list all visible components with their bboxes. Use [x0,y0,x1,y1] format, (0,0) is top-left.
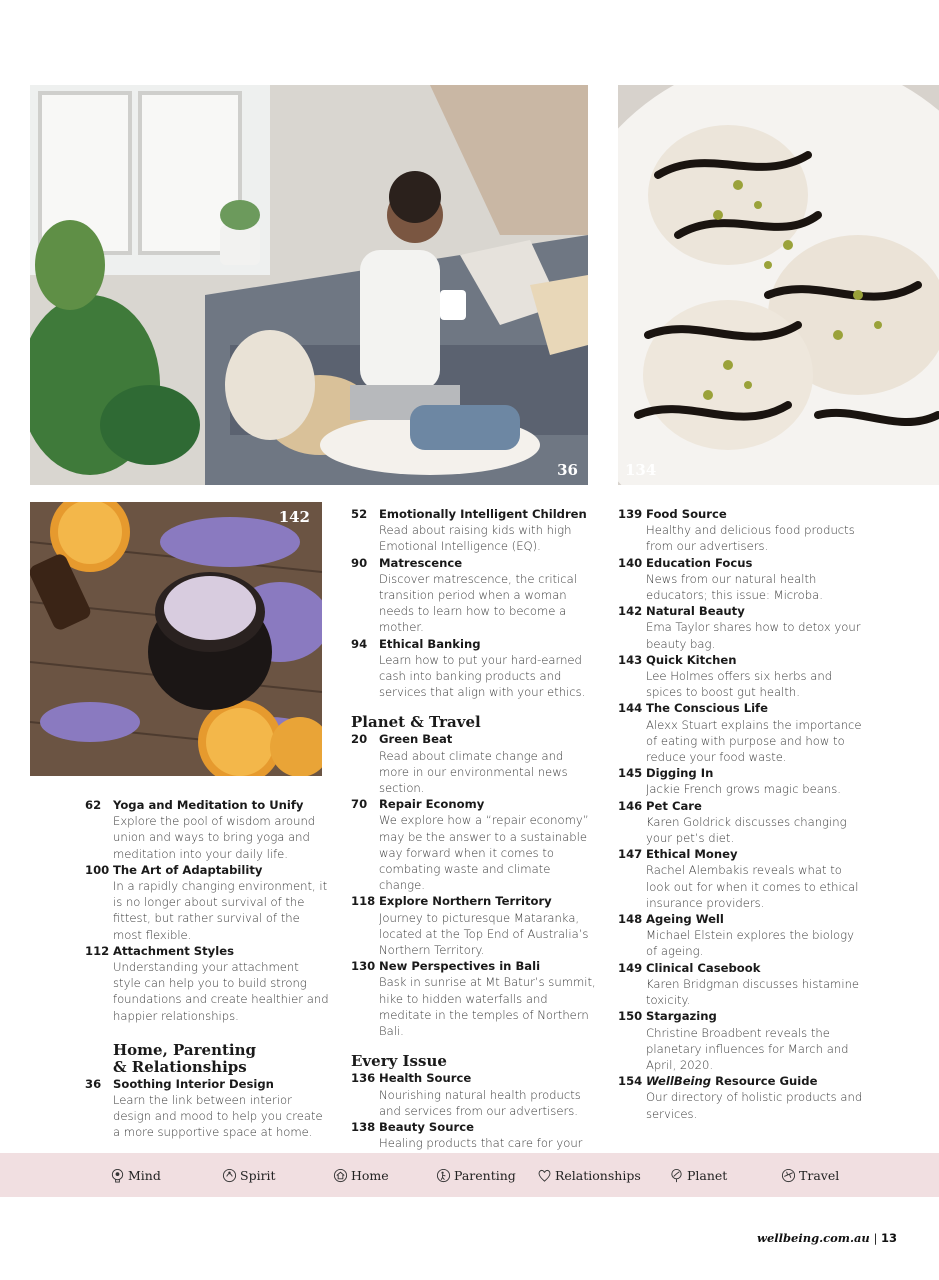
spirit-icon [222,1168,237,1183]
entry-description: News from our natural health educators; this issue: Microba. [646,571,823,603]
category-relationships[interactable] [537,1153,641,1197]
category-spirit[interactable] [222,1153,276,1197]
entry-page: 149 [618,960,643,975]
entry-description: Nourishing natural health products and services from our advertisers. [379,1087,581,1118]
toc-entry[interactable] [85,797,330,862]
footer-separator: | [873,1231,878,1245]
toc-column-2 [351,506,596,1168]
entry-title: Clinical Casebook [646,960,761,975]
entry-page: 145 [618,766,643,781]
ice-cream-illustration [618,85,939,485]
page-footer [757,1231,897,1245]
category-label: Home [351,1167,389,1183]
travel-icon [781,1168,796,1183]
entry-title: Emotionally Intelligent Children [379,507,587,521]
toc-entry[interactable] [618,603,868,652]
entry-page: 118 [351,894,376,909]
entry-title: Ethical Banking [379,636,481,651]
category-label: Parenting [454,1167,516,1183]
section-heading-every-issue: Every Issue [351,1052,447,1071]
entry-page: 138 [351,1119,376,1134]
parenting-icon [436,1168,451,1183]
entry-title: Quick Kitchen [646,652,737,667]
category-label: Mind [128,1167,161,1183]
toc-entry[interactable] [85,862,330,943]
toc-entry[interactable] [618,960,868,1009]
entry-title: Repair Economy [379,797,485,812]
entry-page: 62 [85,798,102,812]
entry-description: Karen Bridgman discusses histamine toxicity. [646,976,860,1008]
toc-entry[interactable] [618,765,868,797]
lavender-illustration [30,502,322,776]
entry-title: Natural Beauty [646,604,745,619]
entry-page: 36 [85,1076,102,1091]
entry-title: Yoga and Meditation to Unify [113,798,304,812]
entry-page: 139 [618,507,643,521]
entry-title-italic: WellBeing [646,1074,712,1089]
toc-column-1 [85,797,330,1141]
toc-entry[interactable] [351,731,596,796]
home-icon [333,1168,348,1183]
section-heading-line: & Relationships [113,1057,247,1076]
toc-entry[interactable] [618,846,868,911]
entry-page: 154 [618,1074,643,1089]
entry-description: Learn the link between interior design and mood to help you create a more supportive space at home. [113,1093,323,1140]
entry-title: Education Focus [646,555,753,570]
entry-description: Alexx Stuart explains the importance of eating with purpose and how to reduce your food waste. [646,717,862,765]
category-label: Travel [799,1167,840,1183]
photo-lavender-cream [30,502,322,776]
section-heading-planet-travel: Planet & Travel [351,713,481,732]
photo-ice-cream [618,85,939,485]
category-label: Spirit [240,1167,276,1183]
toc-entry[interactable] [351,555,596,636]
entry-title: The Conscious Life [646,701,768,716]
entry-title: Soothing Interior Design [113,1076,274,1091]
entry-page: 20 [351,732,368,747]
entry-description: Bask in sunrise at Mt Batur’s summit, hike to hidden waterfalls and meditate in the temples of Northern Bali. [379,975,596,1039]
entry-page: 100 [85,862,110,877]
living-room-illustration [30,85,588,485]
relationships-icon [537,1168,552,1183]
category-parenting[interactable] [436,1153,516,1197]
category-planet[interactable] [669,1153,727,1197]
toc-entry[interactable] [351,636,596,701]
entry-description: Rachel Alembakis reveals what to look out for when it comes to ethical insurance providers. [646,863,859,910]
photo-woman-laptop [30,85,588,485]
entry-title-rest: Resource Guide [711,1074,818,1089]
entry-page: 143 [618,652,643,667]
footer-site[interactable]: wellbeing.com.au [757,1231,870,1245]
entry-description: Learn how to put your hard-earned cash into banking products and services that align with your ethics. [379,652,586,700]
entry-description: Journey to picturesque Mataranka, located at the Top End of Australia’s Northern Territory. [379,910,589,958]
entry-title: Green Beat [379,732,453,747]
entry-page: 147 [618,847,643,862]
entry-title: Health Source [379,1071,472,1086]
entry-description: Lee Holmes offers six herbs and spices to boost gut health. [646,669,833,700]
entry-title: New Perspectives in Bali [379,959,541,974]
entry-page: 52 [351,507,368,521]
entry-title: Attachment Styles [113,943,234,958]
section-heading-home-parenting [85,1042,330,1076]
entry-page: 90 [351,555,368,570]
entry-description: Healing products that care for your [379,1136,583,1151]
category-label: Relationships [555,1167,641,1183]
toc-entry[interactable] [351,893,596,958]
entry-page: 94 [351,636,368,651]
toc-entry[interactable] [351,506,596,555]
planet-icon [669,1168,684,1183]
category-mind[interactable] [110,1153,161,1197]
entry-page: 140 [618,555,643,570]
entry-page: 130 [351,959,376,974]
toc-entry[interactable] [618,1073,868,1122]
toc-entry[interactable] [618,652,868,701]
mind-icon [110,1168,125,1183]
entry-description: Christine Broadbent reveals the planetary influences for March and April, 2020. [646,1025,849,1072]
entry-description: Michael Elstein explores the biology of ageing. [646,928,854,959]
entry-page: 136 [351,1071,376,1086]
entry-page: 146 [618,798,643,813]
entry-title: Digging In [646,766,714,781]
entry-page: 112 [85,943,110,958]
entry-page: 144 [618,701,643,716]
entry-description: Read about raising kids with high Emotional Intelligence (EQ). [379,523,572,554]
entry-title: Matrescence [379,555,463,570]
entry-title: Food Source [646,507,727,521]
toc-entry[interactable] [618,506,868,555]
entry-description: Our directory of holistic products and services. [646,1090,863,1121]
entry-description: Discover matrescence, the critical transition period when a woman needs to learn how to become a mother. [379,571,578,635]
entry-description: Ema Taylor shares how to detox your beauty bag. [646,620,861,651]
photo-page-number: 36 [557,461,578,479]
entry-page: 70 [351,797,368,812]
category-label: Planet [687,1167,728,1183]
toc-entry[interactable] [618,911,868,960]
entry-title: Ethical Money [646,847,738,862]
toc-entry[interactable] [618,700,868,765]
entry-title: Explore Northern Territory [379,894,552,909]
entry-description: In a rapidly changing environment, it is no longer about survival of the fittest, but rather survival of the most flexible. [113,879,328,942]
entry-description: Jackie French grows magic beans. [646,782,841,797]
toc-entry[interactable] [618,798,868,847]
entry-description: Karen Goldrick discusses changing your pet’s diet. [646,814,847,846]
entry-page: 148 [618,912,643,927]
entry-page: 150 [618,1009,643,1024]
entry-description: Read about climate change and more in our environmental news section. [379,748,568,796]
toc-entry[interactable] [85,1076,330,1141]
entry-page: 142 [618,604,643,619]
entry-title: Stargazing [646,1009,717,1024]
toc-entry[interactable] [85,943,330,1024]
entry-title: The Art of Adaptability [113,862,263,877]
photo-page-number: 142 [278,508,310,526]
toc-entry[interactable] [351,958,596,1039]
entry-description: Explore the pool of wisdom around union and ways to bring yoga and meditation into your daily life. [113,814,316,861]
toc-entry[interactable] [618,1008,868,1073]
entry-title [646,1073,868,1089]
category-home[interactable] [333,1153,389,1197]
category-travel[interactable] [781,1153,839,1197]
entry-description: We explore how a “repair economy” may be the answer to a sustainable way forward when it comes to combating waste and climate change. [379,813,589,893]
entry-title: Beauty Source [379,1119,474,1134]
entry-description: Understanding your attachment style can help you to build strong foundations and create healthier and happier relationships. [113,960,329,1023]
toc-entry[interactable] [618,555,868,604]
entry-description: Healthy and delicious food products from our advertisers. [646,523,855,554]
footer-page-number: 13 [880,1231,897,1245]
photo-page-number: 134 [625,461,657,479]
toc-entry[interactable] [351,1070,596,1119]
toc-column-3 [618,506,868,1122]
entry-title: Ageing Well [646,912,724,927]
category-bar [0,1153,939,1197]
entry-title: Pet Care [646,798,702,813]
toc-entry[interactable] [351,796,596,893]
section-heading-line: Home, Parenting [113,1040,257,1059]
